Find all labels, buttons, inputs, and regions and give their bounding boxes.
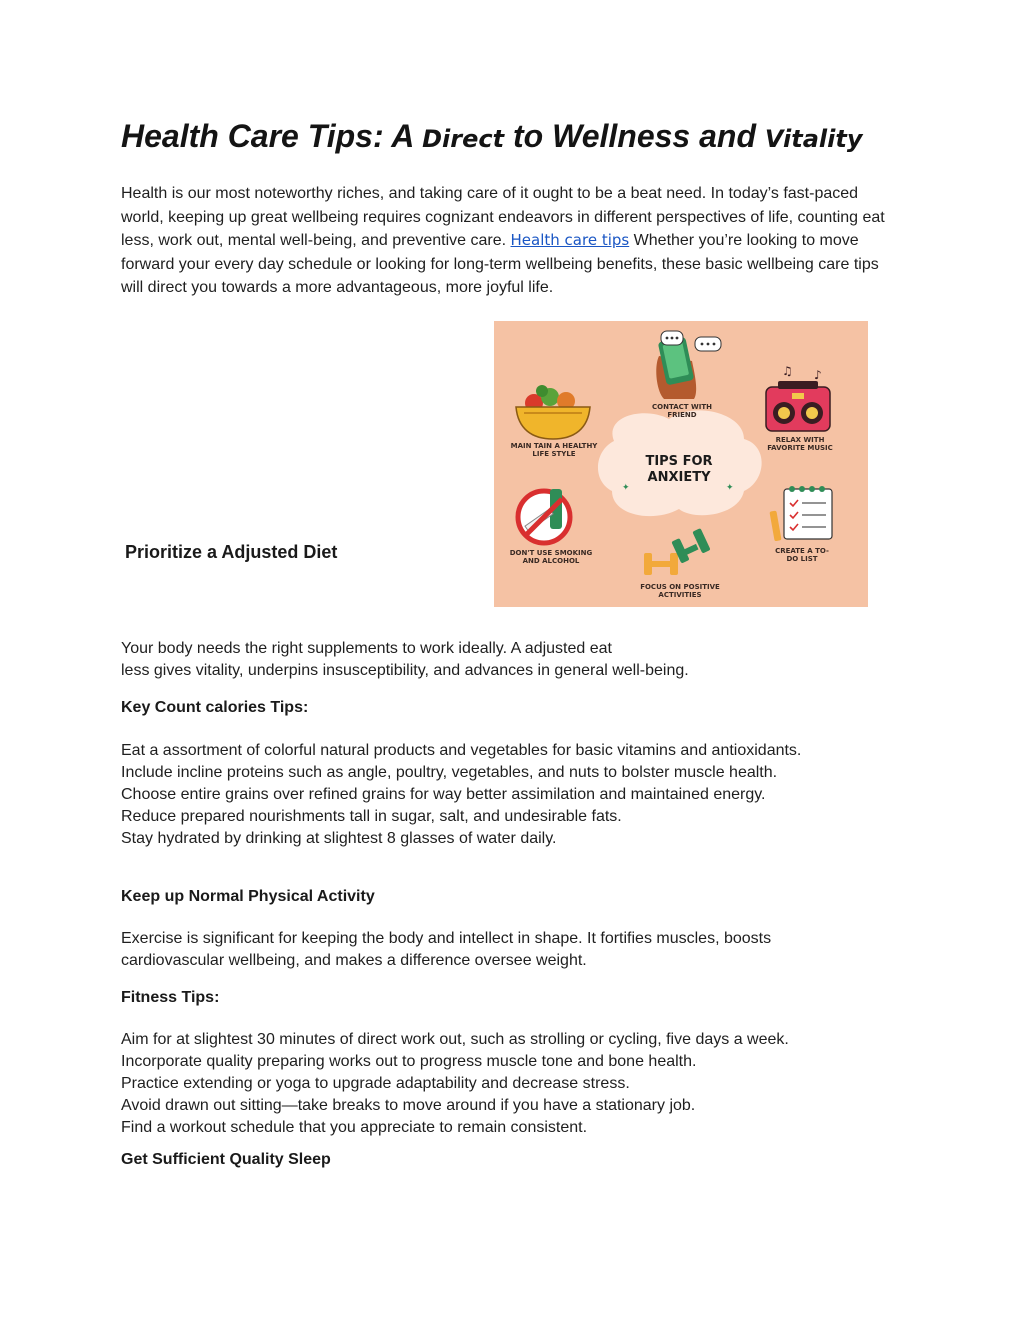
diet-heading: Prioritize a Adjusted Diet xyxy=(125,542,338,562)
caption-music: RELAX WITH FAVORITE MUSIC xyxy=(767,436,833,452)
physical-activity-heading: Keep up Normal Physical Activity xyxy=(121,888,375,905)
caption-contact: CONTACT WITH FRIEND xyxy=(652,403,712,419)
diet-paragraph xyxy=(121,638,901,682)
calorie-tips-list xyxy=(121,740,921,850)
fitness-tip: Avoid drawn out sitting—take breaks to move around if you have a stationary job. xyxy=(121,1097,696,1114)
title-part-2: Direct xyxy=(422,125,505,153)
calorie-tip: Choose entire grains over refined grains for way better assimilation and maintained energy. xyxy=(121,786,766,803)
caption-todo: CREATE A TO-DO LIST xyxy=(775,547,829,563)
intro-text-after: Whether you’re looking to move forward your every day schedule or looking for long-term wellbeing benefits, these basic wellbeing care tips will direct you towards a more advantageous, more joyful life. xyxy=(121,232,879,296)
svg-text:♫: ♫ xyxy=(782,364,793,378)
infographic-title-line-1: TIPS FOR xyxy=(645,454,713,469)
todo-list-icon xyxy=(769,486,832,541)
calorie-tip: Include incline proteins such as angle, poultry, vegetables, and nuts to bolster muscle health. xyxy=(121,764,778,781)
activity-paragraph-line: cardiovascular wellbeing, and makes a difference oversee weight. xyxy=(121,952,587,969)
activity-paragraph-line: Exercise is significant for keeping the body and intellect in shape. It fortifies muscles, boosts xyxy=(121,930,772,947)
fitness-tip: Practice extending or yoga to upgrade adaptability and decrease stress. xyxy=(121,1075,630,1092)
physical-activity-paragraph xyxy=(121,928,921,972)
svg-text:✦: ✦ xyxy=(726,483,734,493)
calorie-tip: Eat a assortment of colorful natural products and vegetables for basic vitamins and antioxidants. xyxy=(121,742,802,759)
fitness-tip: Incorporate quality preparing works out to progress muscle tone and bone health. xyxy=(121,1053,697,1070)
no-smoking-icon xyxy=(518,489,570,543)
infographic-title xyxy=(619,454,739,486)
title-part-3: to Wellness and xyxy=(504,118,765,154)
svg-text:✦: ✦ xyxy=(622,483,630,493)
sleep-heading: Get Sufficient Quality Sleep xyxy=(121,1151,331,1168)
calorie-tips-heading: Key Count calories Tips: xyxy=(121,699,309,716)
page-title xyxy=(121,118,981,155)
caption-healthy: MAIN TAIN A HEALTHY LIFE STYLE xyxy=(510,442,598,458)
phone-hand-icon xyxy=(656,331,721,399)
fitness-tip: Find a workout schedule that you appreciate to remain consistent. xyxy=(121,1119,588,1136)
diet-paragraph-line: Your body needs the right supplements to work ideally. A adjusted eat xyxy=(121,640,612,657)
calorie-tip: Reduce prepared nourishments tall in sugar, salt, and undesirable fats. xyxy=(121,808,622,825)
fitness-tip: Aim for at slightest 30 minutes of direct work out, such as strolling or cycling, five days a week. xyxy=(121,1031,789,1048)
infographic-title-line-2: ANXIETY xyxy=(647,470,711,485)
caption-positive: FOCUS ON POSITIVE ACTIVITIES xyxy=(640,583,720,599)
boombox-icon xyxy=(766,364,830,431)
intro-text-before: Health is our most noteworthy riches, and taking care of it ought to be a beat need. In today’s fast-paced world, keeping up great wellbeing requires cognizant endeavors in different perspectives of life, counting eat less, work out, mental well-being, and preventive care. xyxy=(121,185,885,249)
calorie-tip: Stay hydrated by drinking at slightest 8 glasses of water daily. xyxy=(121,830,557,847)
fitness-tips-list xyxy=(121,1029,921,1139)
svg-text:♪: ♪ xyxy=(814,368,822,382)
intro-paragraph xyxy=(121,182,901,300)
title-part-1: Health Care Tips: A xyxy=(121,118,423,154)
title-part-4: Vitality xyxy=(764,125,863,153)
salad-bowl-icon xyxy=(516,385,590,439)
diet-paragraph-line: less gives vitality, underpins insusceptibility, and advances in general well-being. xyxy=(121,662,689,679)
health-care-tips-link[interactable]: Health care tips xyxy=(510,231,630,249)
dumbbell-icon xyxy=(644,528,711,575)
anxiety-tips-infographic xyxy=(494,321,868,607)
fitness-tips-heading: Fitness Tips: xyxy=(121,989,220,1006)
caption-smoking: DON'T USE SMOKING AND ALCOHOL xyxy=(509,549,593,565)
